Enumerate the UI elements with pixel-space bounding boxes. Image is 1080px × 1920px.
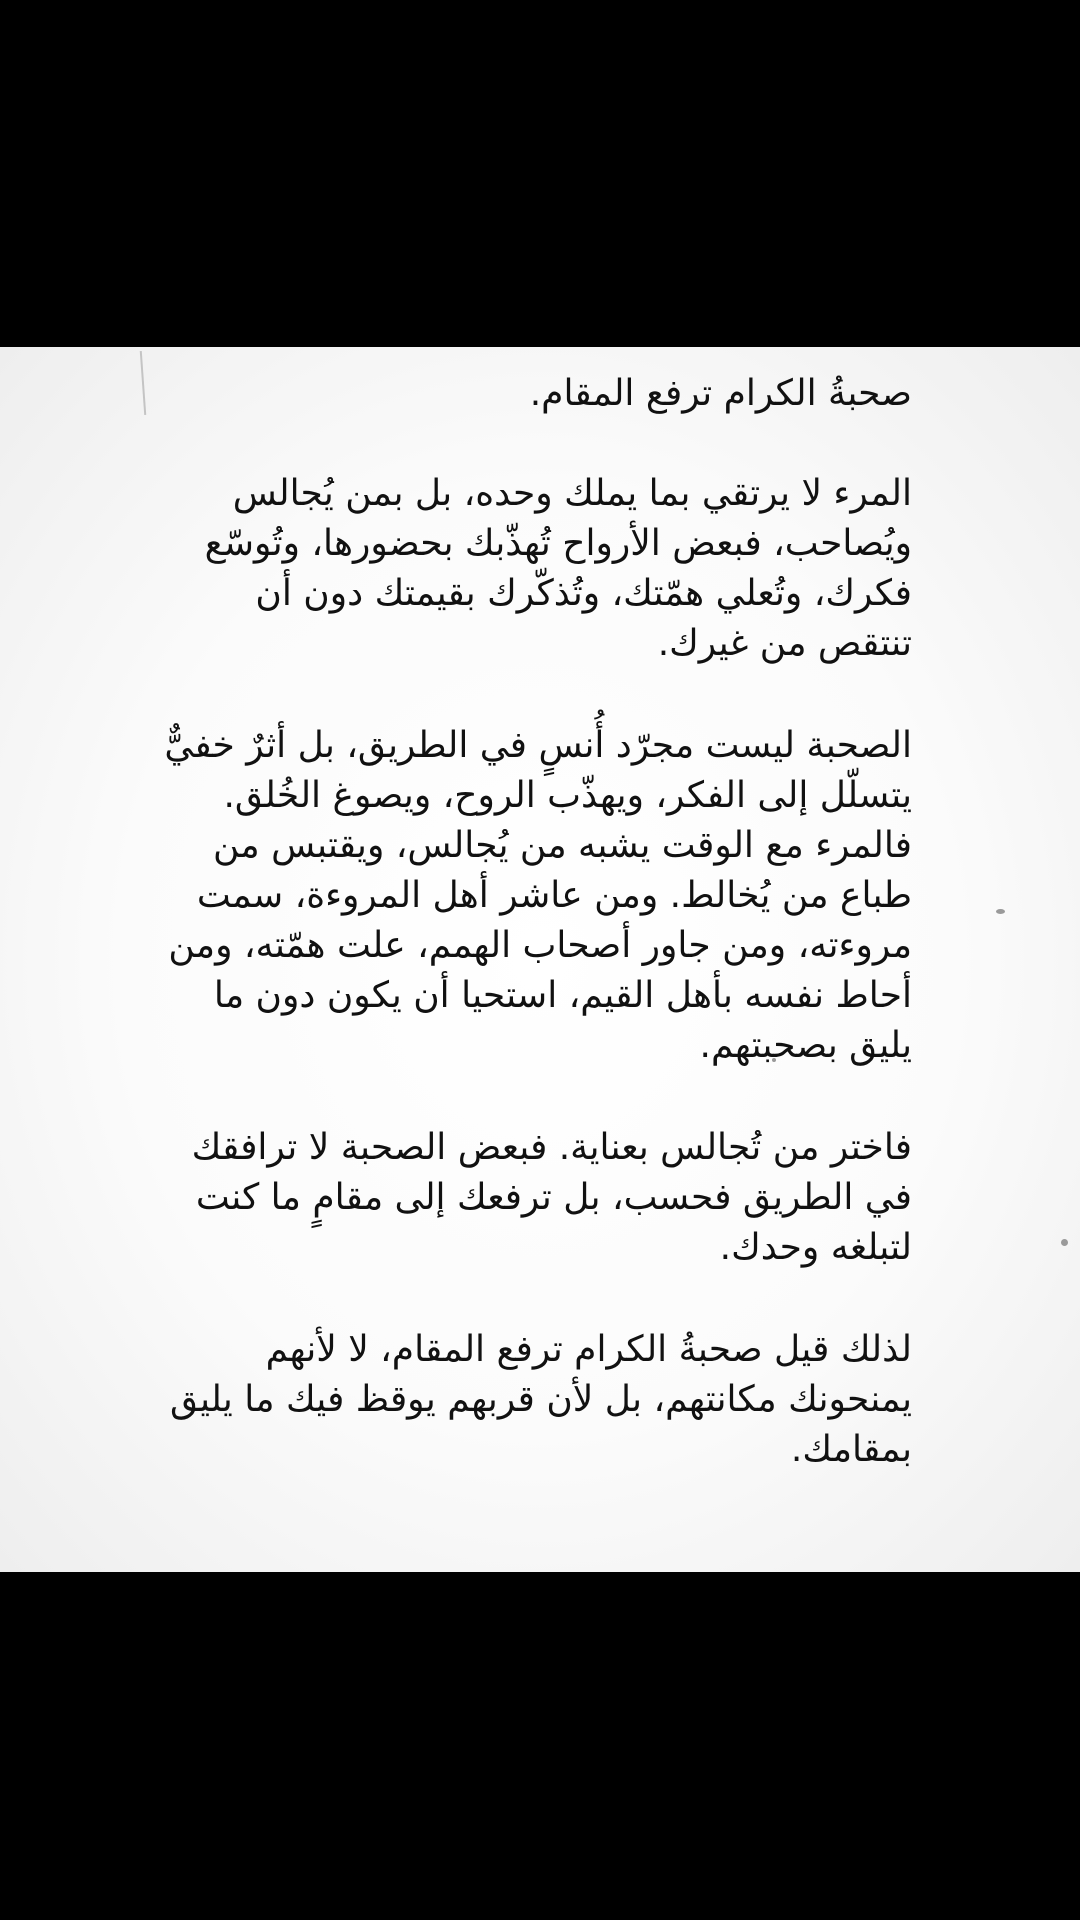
article-heading: صحبةُ الكرام ترفع المقام. (529, 373, 912, 414)
paragraph-2: الصحبة ليست مجرّد أُنسٍ في الطريق، بل أثرٌ خفيٌّ يتسلّل إلى الفكر، ويهذّب الروح، ويصوغ الخُلق. فالمرء مع الوقت يشبه من يُجالس، ويقتبس من طباع من يُخالط. ومن عاشر أهل المروءة، سمت مروءته، ومن جاور أصحاب الهمم، علت همّته، ومن أحاط نفسه بأهل القيم، استحيا أن يكون دون ما يليق بصحبتهم. (164, 725, 912, 1066)
top-letterbox (0, 0, 1080, 347)
paragraph-3: فاختر من تُجالس بعناية. فبعض الصحبة لا ترافقك في الطريق فحسب، بل ترفعك إلى مقامٍ ما كنت لتبلغه وحدك. (191, 1127, 912, 1268)
paper-speck (996, 909, 1005, 914)
bottom-letterbox (0, 1572, 1080, 1920)
article-body (152, 369, 912, 1475)
paragraph-1: المرء لا يرتقي بما يملك وحده، بل بمن يُجالس ويُصاحب، فبعض الأرواح تُهذّبك بحضورها، وتُوسّع فكرك، وتُعلي همّتك، وتُذكّرك بقيمتك دون أن تنتقص من غيرك. (204, 473, 912, 664)
paper-speck (1061, 1239, 1068, 1246)
paragraph-4: لذلك قيل صحبةُ الكرام ترفع المقام، لا لأنهم يمنحونك مكانتهم، بل لأن قربهم يوقظ فيك ما يليق بمقامك. (169, 1329, 912, 1470)
text-card (0, 347, 1080, 1572)
paper-scratch (140, 351, 146, 415)
